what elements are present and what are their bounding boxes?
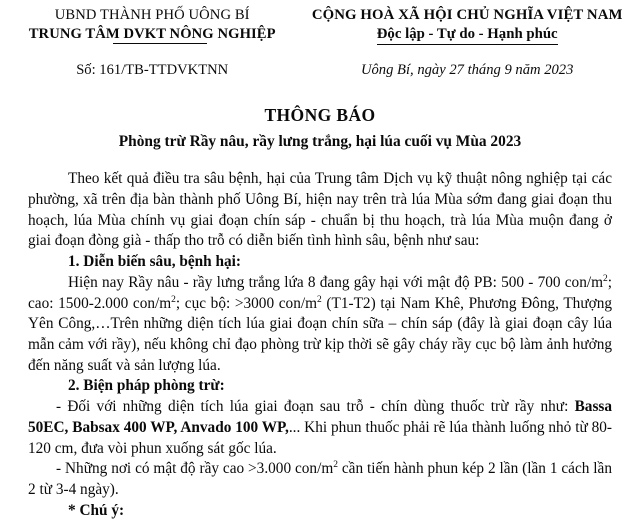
document-subject-title: Phòng trừ Rầy nâu, rầy lưng trắng, hại lúa cuối vụ Mùa 2023 bbox=[118, 133, 522, 151]
section-1-paragraph bbox=[28, 273, 612, 377]
section-1-text-a: Hiện nay Rầy nâu - rầy lưng trắng lứa 8 đang gây hại với mật độ PB: 500 - 700 con/m bbox=[68, 273, 604, 291]
superscript-square-2: 2 bbox=[171, 294, 176, 305]
issuing-authority-block bbox=[0, 6, 294, 45]
document-header bbox=[0, 0, 640, 45]
national-motto: Độc lập - Tự do - Hạnh phúc bbox=[377, 25, 558, 45]
section-1-text-d: (T1-T2) tại Nam Khê, Phương Đông, Thượng Yên Công,…Trên những diện tích lúa giai đoạn chín sữa – chín sáp (đây là giai đoạn cây lúa mẫn cảm với rầy), nếu không chỉ đạo phòng trừ kịp thời sẽ gây cháy rầy cục bộ làm ảnh hưởng đến năng suất và sản lượng lúa. bbox=[28, 294, 612, 374]
document-meta-row bbox=[0, 62, 640, 79]
superscript-square-1: 2 bbox=[603, 273, 608, 284]
document-body bbox=[0, 169, 640, 521]
section-1-text-b: ; cao: 1500-2.000 con/m bbox=[28, 273, 612, 312]
bullet-1-lead-text: - Đối với những diện tích lúa giai đoạn sau trỗ - chín dùng thuốc trừ rầy như: bbox=[56, 398, 575, 416]
pesticide-product-names: Bassa 50EC, Babsax 400 WP, Anvado 100 WP, bbox=[28, 398, 612, 436]
treatment-bullet-1 bbox=[28, 397, 612, 459]
intro-paragraph: Theo kết quả điều tra sâu bệnh, hại của Trung tâm Dịch vụ kỹ thuật nông nghiệp tại các phường, xã trên địa bàn thành phố Uông Bí, hiện nay trên trà lúa Mùa sớm đang giai đoạn thu hoạch, lúa Mùa chính vụ giai đoạn chín sáp - chuẩn bị thu hoạch, trà lúa Mùa muộn đang ở giai đoạn đòng già - thấp tho trỗ có diễn biến tình hình sâu, bệnh như sau: bbox=[28, 170, 612, 250]
bullet-2-text-a: - Những nơi có mật độ rầy cao >3.000 con/m bbox=[56, 460, 334, 478]
title-block bbox=[0, 105, 640, 151]
bullet-2-text-b: cần tiến hành phun kép 2 lần (lần 1 cách lần 2 từ 3-4 ngày). bbox=[28, 460, 612, 499]
superscript-square-4: 2 bbox=[333, 460, 338, 471]
document-type-title: THÔNG BÁO bbox=[264, 105, 376, 126]
parent-authority-name: UBND THÀNH PHỐ UÔNG BÍ bbox=[54, 7, 250, 23]
national-heading-block bbox=[294, 6, 640, 45]
section-1-text-c: ; cục bộ: >3000 con/m bbox=[175, 294, 317, 312]
section-1-heading: 1. Diễn biến sâu, bệnh hại: bbox=[68, 253, 241, 271]
document-number: Số: 161/TB-TTDVKTNN bbox=[76, 62, 229, 79]
superscript-square-3: 2 bbox=[317, 294, 322, 305]
place-and-date: Uông Bí, ngày 27 tháng 9 năm 2023 bbox=[360, 62, 574, 79]
issuing-unit-name: TRUNG TÂM DVKT NÔNG NGHIỆP bbox=[28, 25, 276, 42]
note-heading: * Chú ý: bbox=[68, 501, 125, 519]
country-name: CỘNG HOÀ XÃ HỘI CHỦ NGHĨA VIỆT NAM bbox=[311, 7, 623, 23]
bullet-1-tail-text: ... Khi phun thuốc phải rẽ lúa thành luống nhỏ từ 80-120 cm, đưa vòi phun xuống sát gốc lúa. bbox=[28, 418, 612, 457]
section-2-heading: 2. Biện pháp phòng trừ: bbox=[68, 377, 225, 395]
